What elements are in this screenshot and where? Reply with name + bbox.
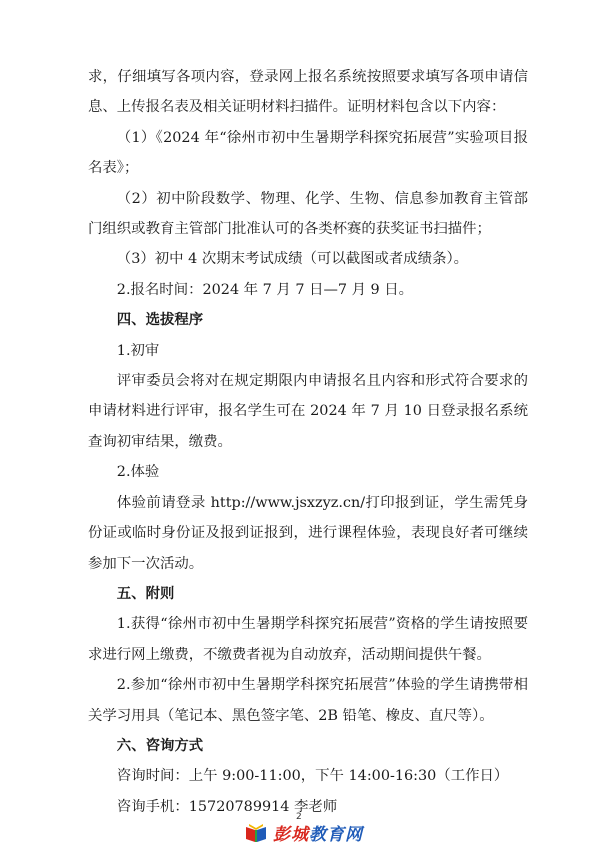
paragraph: 咨询手机：15720789914 李老师 bbox=[116, 798, 338, 815]
paragraph: 1.初审 bbox=[116, 342, 160, 359]
logo-char: 教 bbox=[309, 825, 327, 845]
logo-char: 城 bbox=[291, 825, 309, 845]
paragraph: （1）《2024 年“徐州市初中生暑期学科探究拓展营”实验项目报名表》； bbox=[88, 129, 528, 177]
logo-char: 网 bbox=[345, 825, 363, 845]
paragraph: 评审委员会将对在规定期限内申请报名且内容和形式符合要求的申请材料进行评审，报名学生可在 2024 年 7 月 10 日登录报名系统查询初审结果，缴费。 bbox=[88, 373, 528, 450]
logo-char: 彭 bbox=[273, 825, 291, 845]
paragraph: 2.参加“徐州市初中生暑期学科探究拓展营”体验的学生请携带相关学习用具（笔记本、黑色签字笔、2B 铅笔、橡皮、直尺等）。 bbox=[88, 677, 528, 724]
paragraph: （2）初中阶段数学、物理、化学、生物、信息参加教育主管部门组织或教育主管部门批准认可的各类杯赛的获奖证书扫描件； bbox=[88, 190, 528, 238]
page-footer bbox=[0, 812, 600, 847]
section-heading: 五、附则 bbox=[116, 585, 175, 602]
paragraph: 体验前请登录 http://www.jsxzyz.cn/打印报到证，学生需凭身份证或临时身份证及报到证报到，进行课程体验，表现良好者可继续参加下一次活动。 bbox=[88, 494, 528, 572]
paragraph: 咨询时间：上午 9:00-11:00，下午 14:00-16:30（工作日） bbox=[116, 768, 509, 785]
logo-char: 育 bbox=[327, 825, 345, 845]
paragraph: 2.报名时间：2024 年 7 月 7 日—7 月 9 日。 bbox=[116, 281, 414, 298]
site-logo[interactable] bbox=[245, 820, 363, 845]
section-heading: 六、咨询方式 bbox=[116, 737, 204, 754]
document-body bbox=[88, 62, 528, 822]
paragraph: （3）初中 4 次期末考试成绩（可以截图或者成绩条）。 bbox=[116, 251, 469, 268]
logo-text bbox=[273, 820, 363, 845]
page-number: 2 bbox=[296, 812, 302, 822]
paragraph: 求，仔细填写各项内容，登录网上报名系统按照要求填写各项申请信息、上传报名表及相关证明材料扫描件。证明材料包含以下内容： bbox=[88, 69, 528, 116]
book-icon bbox=[245, 823, 267, 843]
paragraph: 1.获得“徐州市初中生暑期学科探究拓展营”资格的学生请按照要求进行网上缴费，不缴费者视为自动放弃，活动期间提供午餐。 bbox=[88, 616, 528, 663]
paragraph: 2.体验 bbox=[116, 464, 160, 481]
section-heading: 四、选拔程序 bbox=[116, 312, 204, 329]
